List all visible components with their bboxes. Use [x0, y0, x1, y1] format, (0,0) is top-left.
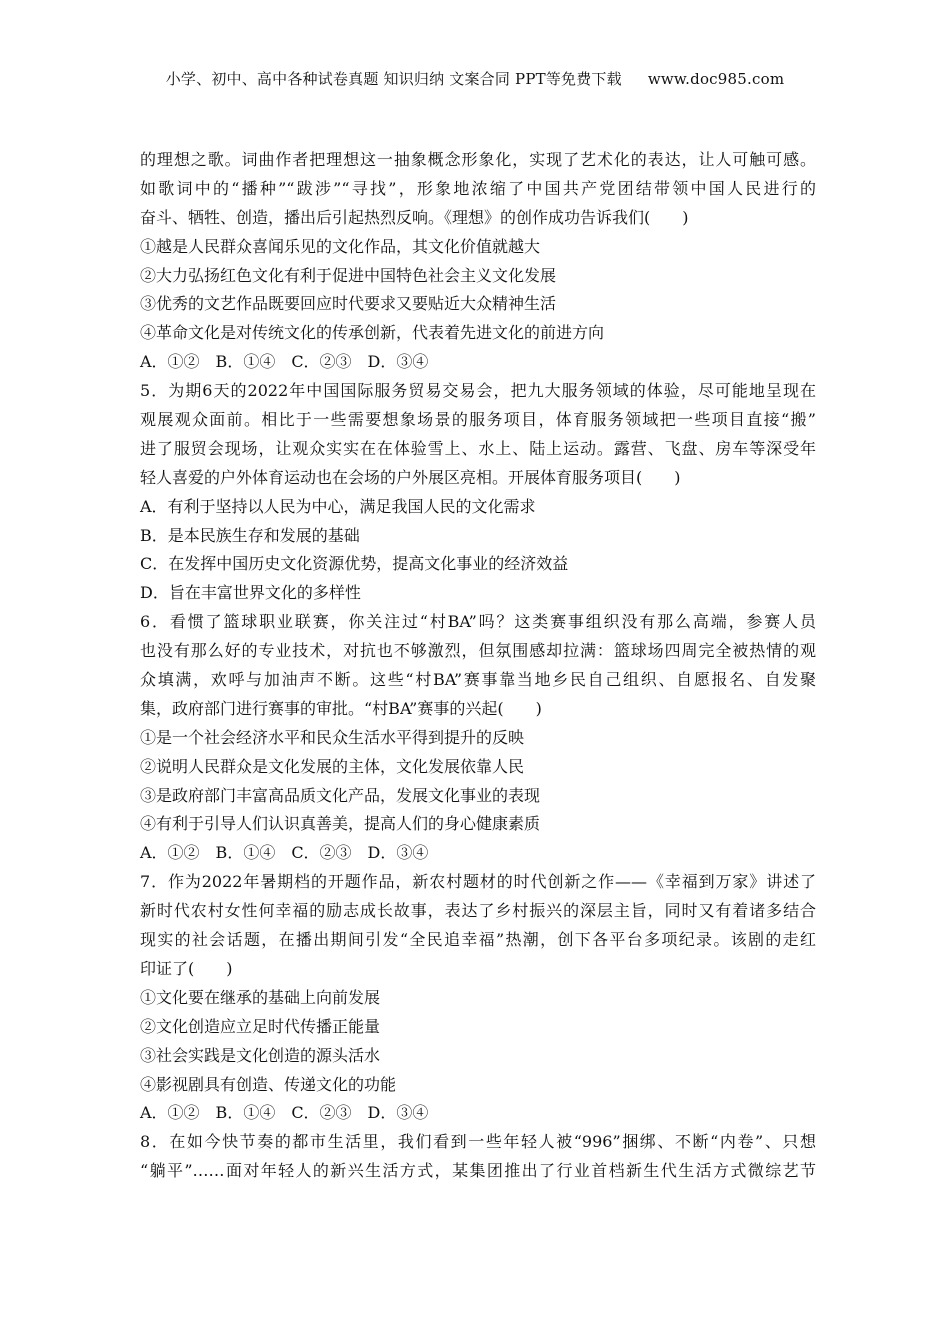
page-header — [0, 68, 950, 89]
statement-2: ②文化创造应立足时代传播正能量 — [140, 1016, 381, 1036]
answer-options: A．①② B．①④ C．②③ D．③④ — [140, 1103, 429, 1123]
statement-3: ③优秀的文艺作品既要回应时代要求又要贴近大众精神生活 — [140, 294, 557, 314]
option-d: D．旨在丰富世界文化的多样性 — [140, 583, 361, 603]
option-c: C．在发挥中国历史文化资源优势，提高文化事业的经济效益 — [140, 554, 569, 574]
option-a: A．有利于坚持以人民为中心，满足我国人民的文化需求 — [140, 496, 536, 516]
statement-2: ②说明人民群众是文化发展的主体，文化发展依靠人民 — [140, 756, 525, 776]
question-6-line: 6．看惯了篮球职业联赛，你关注过“村BA”吗？这类赛事组织没有那么高端，参赛人员 — [140, 612, 816, 632]
text-line: 如歌词中的“播种”“跋涉”“寻找”，形象地浓缩了中国共产党团结带领中国人民进行的 — [140, 178, 816, 198]
question-7-line: 印证了( ) — [140, 958, 233, 978]
statement-1: ①越是人民群众喜闻乐见的文化作品，其文化价值就越大 — [140, 236, 541, 256]
document-body — [140, 146, 816, 1186]
statement-4: ④影视剧具有创造、传递文化的功能 — [140, 1074, 397, 1094]
statement-1: ①是一个社会经济水平和民众生活水平得到提升的反映 — [140, 727, 525, 747]
question-6-line: 集，政府部门进行赛事的审批。“村BA”赛事的兴起( ) — [140, 698, 542, 718]
text-line: 的理想之歌。词曲作者把理想这一抽象概念形象化，实现了艺术化的表达，让人可触可感。 — [140, 150, 816, 169]
question-5-line: 进了服贸会现场，让观众实实在在体验雪上、水上、陆上运动。露营、飞盘、房车等深受年 — [140, 438, 816, 458]
question-7-line: 新时代农村女性何幸福的励志成长故事，表达了乡村振兴的深层主旨，同时又有着诸多结合 — [140, 901, 816, 921]
header-url[interactable]: www.doc985.com — [647, 70, 785, 88]
statement-1: ①文化要在继承的基础上向前发展 — [140, 987, 381, 1007]
question-7-line: 7．作为2022年暑期档的开题作品，新农村题材的时代创新之作——《幸福到万家》讲述了 — [140, 872, 816, 892]
answer-options: A．①② B．①④ C．②③ D．③④ — [140, 352, 429, 372]
question-5-line: 轻人喜爱的户外体育运动也在会场的户外展区亮相。开展体育服务项目( ) — [140, 467, 681, 487]
statement-3: ③是政府部门丰富高品质文化产品，发展文化事业的表现 — [140, 785, 541, 805]
question-6-line: 众填满，欢呼与加油声不断。这些“村BA”赛事靠当地乡民自己组织、自愿报名、自发聚 — [140, 670, 816, 690]
question-8-line: 8．在如今快节奏的都市生活里，我们看到一些年轻人被“996”捆绑、不断“内卷”、只想 — [140, 1132, 816, 1152]
header-text: 小学、初中、高中各种试卷真题 知识归纳 文案合同 PPT等免费下载 — [165, 70, 622, 88]
question-7-line: 现实的社会话题，在播出期间引发“全民追幸福”热潮，创下各平台多项纪录。该剧的走红 — [140, 930, 816, 950]
statement-4: ④革命文化是对传统文化的传承创新，代表着先进文化的前进方向 — [140, 323, 605, 343]
question-6-line: 也没有那么好的专业技术，对抗也不够激烈，但氛围感却拉满：篮球场四周完全被热情的观 — [140, 641, 816, 661]
question-5-line: 5．为期6天的2022年中国国际服务贸易交易会，把九大服务领域的体验，尽可能地呈现在 — [140, 381, 816, 401]
question-5-line: 观展观众面前。相比于一些需要想象场景的服务项目，体育服务领域把一些项目直接“搬” — [140, 410, 816, 430]
question-8-line: “躺平”……面对年轻人的新兴生活方式，某集团推出了行业首档新生代生活方式微综艺节 — [140, 1161, 816, 1181]
statement-4: ④有利于引导人们认识真善美，提高人们的身心健康素质 — [140, 814, 541, 834]
statement-3: ③社会实践是文化创造的源头活水 — [140, 1045, 381, 1065]
statement-2: ②大力弘扬红色文化有利于促进中国特色社会主义文化发展 — [140, 265, 557, 285]
question-stem-end: 奋斗、牺牲、创造，播出后引起热烈反响。《理想》的创作成功告诉我们( ) — [140, 207, 689, 227]
option-b: B．是本民族生存和发展的基础 — [140, 525, 360, 545]
answer-options: A．①② B．①④ C．②③ D．③④ — [140, 843, 429, 863]
